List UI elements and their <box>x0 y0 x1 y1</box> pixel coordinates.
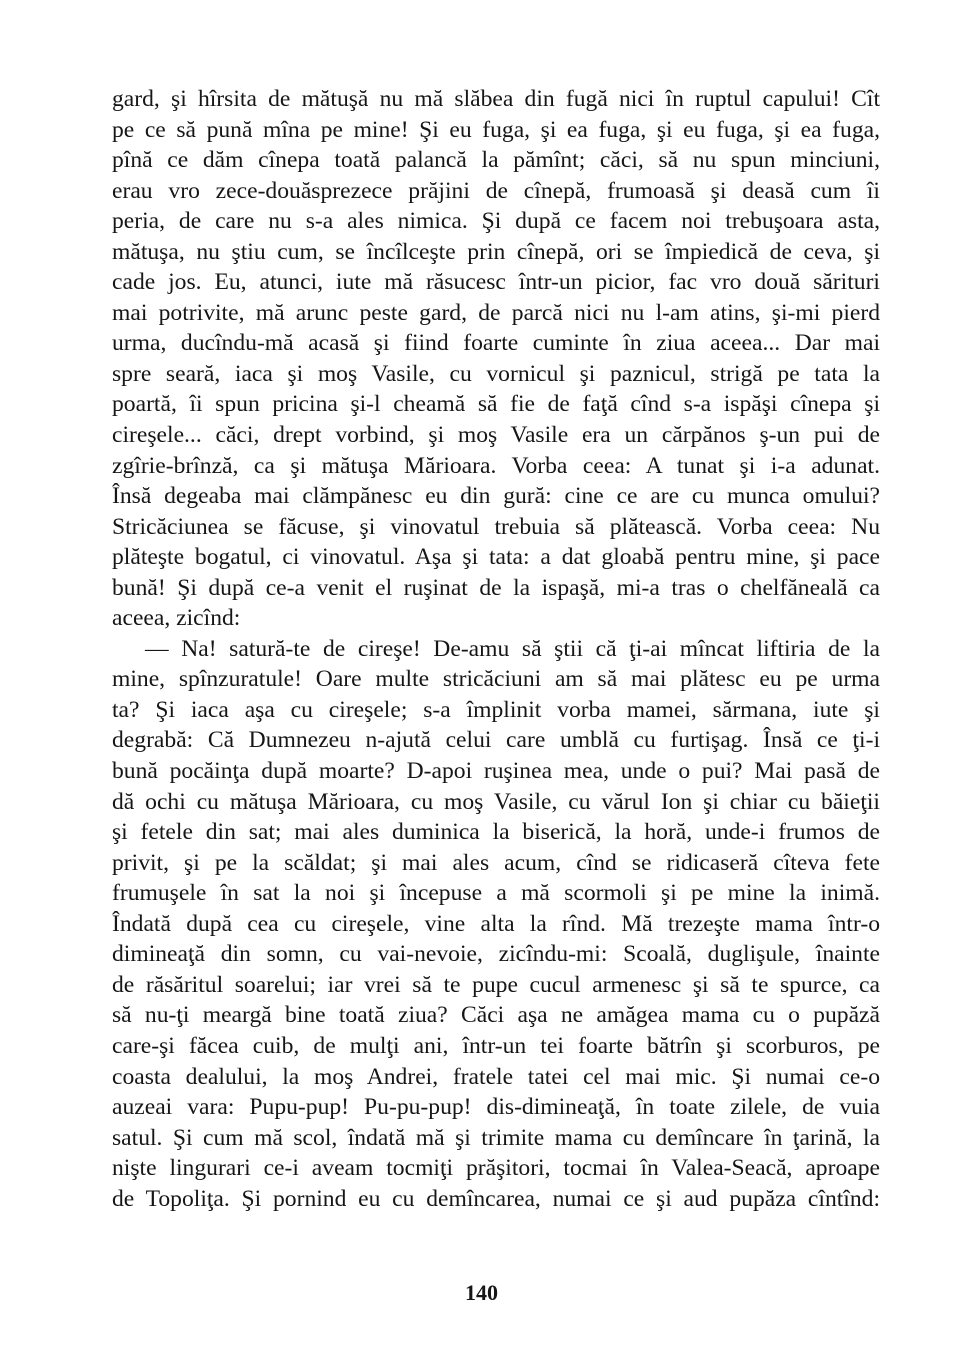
text-line: degrabă: Că Dumnezeu n-ajută celui care umblă cu furtişag. Însă ce ţi-i <box>112 727 880 754</box>
text-line: pînă ce dăm cînepa toată palancă la pămînt; căci, să nu spun minciuni, <box>112 147 880 174</box>
text-line: frumuşele în sat la noi şi începuse a mă scormoli şi pe mine la inimă. <box>112 880 880 907</box>
text-line: cade jos. Eu, atunci, iute mă răsucesc într-un picior, fac vro două sărituri <box>112 269 880 296</box>
text-line: ta? Şi iaca aşa cu cireşele; s-a împlinit vorba mamei, sărmana, iute şi <box>112 696 880 723</box>
text-line: — Na! satură-te de cireşe! De-amu să ştii că ţi-ai mîncat liftiria de la <box>145 635 880 662</box>
page-number: 140 <box>465 1280 498 1305</box>
text-line: de Topoliţa. Şi pornind eu cu demîncarea, numai ce şi aud pupăza cîntînd: <box>112 1185 880 1212</box>
text-line: urma, ducîndu-mă acasă şi fiind foarte cuminte în ziua aceea... Dar mai <box>112 330 880 357</box>
text-line: plăteşte bogatul, ci vinovatul. Aşa şi tata: a dat gloabă pentru mine, şi pace <box>112 544 880 571</box>
text-line: gard, şi hîrsita de mătuşă nu mă slăbea din fugă nici în ruptul capului! Cît <box>112 86 880 112</box>
text-line: satul. Şi cum mă scol, îndată mă şi trimite mama cu demîncare în ţarină, la <box>112 1124 880 1151</box>
text-line: zgîrie-brînză, ca şi mătuşa Mărioara. Vorba ceea: A tunat şi i-a adunat. <box>112 452 880 479</box>
text-line: nişte lingurari ce-i aveam tocmiţi prăşitori, tocmai în Valea-Seacă, aproape <box>112 1155 880 1182</box>
text-line: să nu-ţi meargă bine toată ziua? Căci aşa ne amăgea mama cu o pupăză <box>112 1002 880 1029</box>
text-line: care-şi făcea cuib, de mulţi ani, într-un tei foarte bătrîn şi scorburos, pe <box>112 1032 880 1059</box>
text-line: Stricăciunea se făcuse, şi vinovatul trebuia să plătească. Vorba ceea: Nu <box>112 513 880 540</box>
text-line: coasta dealului, la moş Andrei, fratele tatei cel mai mic. Şi numai ce-o <box>112 1063 880 1090</box>
text-line: bună pocăinţa după moarte? D-apoi ruşinea mea, unde o pui? Mai pasă de <box>112 758 880 785</box>
text-line: bună! Şi după ce-a venit el ruşinat de la ispaşă, mi-a tras o chelfăneală ca <box>112 574 880 601</box>
text-line: auzeai vara: Pupu-pup! Pu-pu-pup! dis-dimineaţă, în toate zilele, de vuia <box>112 1094 880 1121</box>
text-line: mătuşa, nu ştiu cum, se încîlceşte prin cînepă, ori se împiedică de ceva, şi <box>112 238 880 265</box>
text-line: Îndată după cea cu cireşele, vine alta la rînd. Mă trezeşte mama într-o <box>112 910 880 937</box>
text-line: spre seară, iaca şi moş Vasile, cu vornicul şi paznicul, strigă pe tata la <box>112 360 880 387</box>
body-text <box>112 84 880 1214</box>
text-line: şi fetele din sat; mai ales duminica la biserică, la horă, unde-i frumos de <box>112 819 880 846</box>
text-line: privit, şi pe la scăldat; şi mai ales acum, cînd se ridicaseră cîteva fete <box>112 849 880 876</box>
text-line: de răsăritul soarelui; iar vrei să te pupe cucul armenesc şi să te spurce, ca <box>112 971 880 998</box>
text-line: erau vro zece-douăsprezece prăjini de cînepă, frumoasă şi deasă cum îi <box>112 177 880 204</box>
text-line: Însă degeaba mai clămpănesc eu din gură: cine ce are cu munca omului? <box>112 483 880 510</box>
text-line: dimineaţă din somn, cu vai-nevoie, zicîndu-mi: Scoală, duglişule, înainte <box>112 941 880 968</box>
text-line: mine, spînzuratule! Oare multe stricăciuni am să mai plătesc eu pe urma <box>112 666 880 693</box>
text-line: peria, de care nu s-a ales nimica. Şi după ce facem noi trebuşoara asta, <box>112 208 880 235</box>
text-line: aceea, zicînd: <box>112 605 241 632</box>
text-line: pe ce să pună mîna pe mine! Şi eu fuga, şi ea fuga, şi eu fuga, şi ea fuga, <box>112 116 880 143</box>
text-line: poartă, îi spun pricina şi-l cheamă să fie de faţă cînd s-a ispăşi cînepa şi <box>112 391 880 418</box>
text-line: cireşele... căci, drept vorbind, şi moş Vasile era un cărpănos ş-un pui de <box>112 422 880 449</box>
text-line: mai potrivite, mă arunc peste gard, de parcă nici nu l-am atins, şi-mi pierd <box>112 299 880 326</box>
text-line: dă ochi cu mătuşa Mărioara, cu moş Vasile, cu vărul Ion şi chiar cu băieţii <box>112 788 880 815</box>
